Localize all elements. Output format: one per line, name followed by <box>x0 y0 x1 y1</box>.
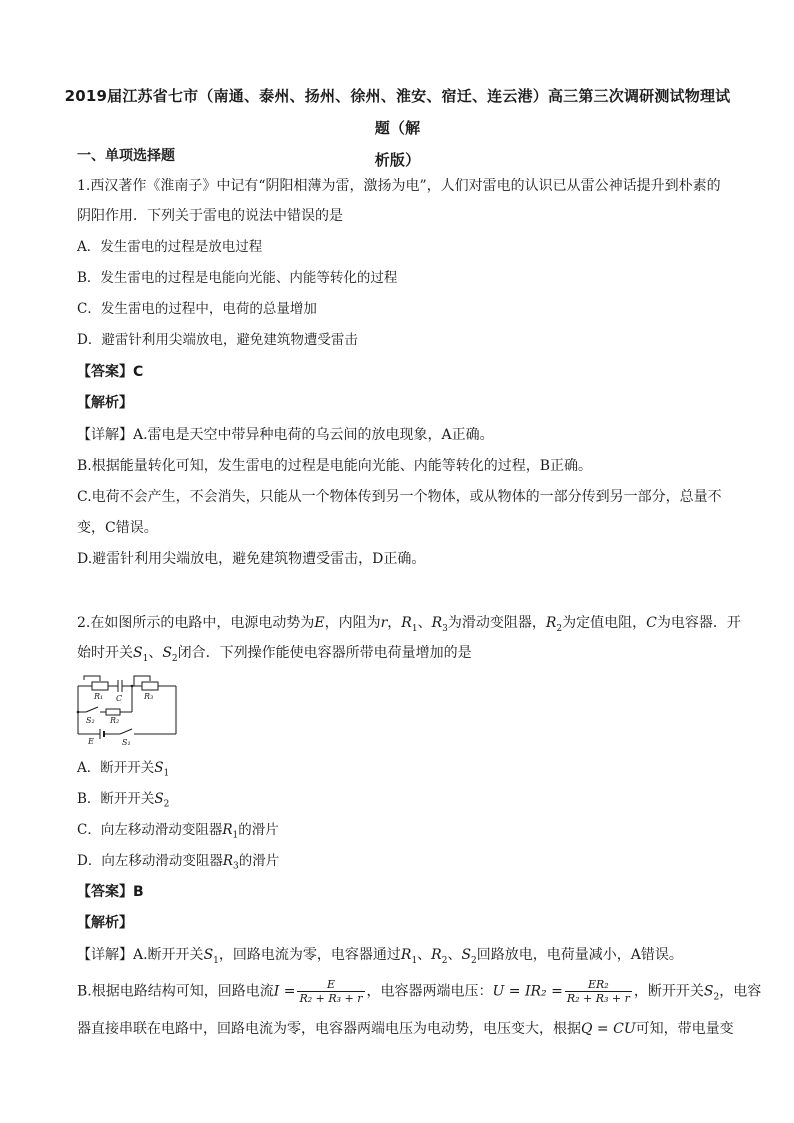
symbol-e: E <box>314 615 325 631</box>
detail-text: ，断开开关 <box>633 983 704 1000</box>
detail-text: 器直接串联在电路中，回路电流为零，电容器两端电压为电动势，电压变大，根据 <box>77 1021 581 1037</box>
q2-stem-text: 始时开关 <box>77 645 133 661</box>
q1-option-b: B．发生雷电的过程是电能向光能、内能等转化的过程 <box>77 270 398 286</box>
q1-analysis-label: 【解析】 <box>77 395 133 411</box>
detail-text: ，回路电流为零，电容器通过 <box>218 947 401 963</box>
symbol-r1: R <box>401 615 412 631</box>
q2-analysis-label: 【解析】 <box>77 915 133 931</box>
q2-detail-line-2 <box>77 978 761 1007</box>
resistor-r3 <box>142 682 158 690</box>
q1-option-c: C．发生雷电的过程中，电荷的总量增加 <box>77 301 317 317</box>
subscript: 1 <box>411 955 418 966</box>
q2-option-a <box>77 758 169 784</box>
label-e: E <box>88 737 94 746</box>
option-symbol: S <box>154 760 164 776</box>
junction-dot <box>77 711 80 714</box>
q2-stem-text: 、 <box>417 615 432 631</box>
detail-text: ，电容器两端电压： <box>366 983 493 1000</box>
option-text: A．断开开关 <box>77 760 155 776</box>
option-text: 的滑片 <box>238 853 280 869</box>
subscript: 1 <box>411 623 418 634</box>
q2-stem-line-1 <box>77 613 741 639</box>
subscript: 1 <box>163 768 170 779</box>
label-c: C <box>116 694 123 703</box>
symbol-r2: R <box>431 947 442 963</box>
equation-current-fraction <box>297 978 364 1005</box>
detail-text: ，电容 <box>719 983 762 1000</box>
option-text: 的滑片 <box>238 822 279 838</box>
symbol-c: C <box>646 615 657 631</box>
subscript: 2 <box>163 799 170 810</box>
fraction-denominator: R₂ + R₃ + r <box>566 992 630 1005</box>
option-text: D．向左移动滑动变阻器 <box>77 853 223 869</box>
symbol-s1: S <box>203 947 214 963</box>
symbol-r1: R <box>400 947 412 963</box>
q2-stem-text: 为滑动变阻器， <box>447 615 546 631</box>
equation-current-lhs: I = <box>273 983 296 1000</box>
detail-text: B.根据电路结构可知，回路电流 <box>77 983 274 1000</box>
q2-stem-text: ，内阻为 <box>324 615 381 631</box>
q1-detail-line-3: C.电荷不会产生，不会消失，只能从一个物体传到另一个物体，或从物体的一部分传到另一部分，总量不 <box>77 489 722 505</box>
q1-detail-line-2: B.根据能量转化可知，发生雷电的过程是电能向光能、内能等转化的过程，B正确。 <box>77 458 593 474</box>
q2-stem-text: 闭合．下列操作能使电容器所带电荷量增加的是 <box>177 645 472 661</box>
label-s2: S₂ <box>86 716 95 725</box>
slider-r1 <box>84 676 100 681</box>
detail-text: 、 <box>447 947 462 963</box>
q1-answer: 【答案】C <box>77 364 144 380</box>
option-text: C．向左移动滑动变阻器 <box>77 822 223 838</box>
symbol-s2: S <box>461 947 472 963</box>
subscript: 2 <box>441 955 448 966</box>
q1-stem-line-1: 1.西汉著作《淮南子》中记有“阴阳相薄为雷，激扬为电”，人们对雷电的认识已从雷公神话提升到朴素的 <box>77 178 721 194</box>
symbol-r2: R <box>545 615 557 631</box>
q2-stem-line-2 <box>77 643 472 669</box>
symbol-r: r <box>380 615 388 631</box>
detail-text: 、 <box>417 947 432 963</box>
q1-option-d: D．避雷针利用尖端放电，避免建筑物遭受雷击 <box>77 332 358 348</box>
q1-detail-line-5: D.避雷针利用尖端放电，避免建筑物遭受雷击，D正确。 <box>77 551 426 567</box>
q2-option-b <box>77 789 169 815</box>
symbol-r3: R <box>431 615 443 631</box>
subscript: 2 <box>713 992 720 1003</box>
label-r3: R₃ <box>144 692 154 701</box>
resistor-r2 <box>106 709 120 715</box>
equation-voltage-lhs: U = IR₂ = <box>492 983 563 1000</box>
option-symbol: R <box>222 822 233 838</box>
option-text: B．断开开关 <box>77 791 155 807</box>
q1-detail-line-4: 变，C错误。 <box>77 520 158 536</box>
q2-stem-text: 为电容器．开 <box>656 615 741 631</box>
equation-voltage-fraction <box>565 978 632 1005</box>
q1-detail-line-1: 【详解】A.雷电是天空中带异种电荷的乌云间的放电现象，A正确。 <box>77 427 494 443</box>
q2-stem-text: 2.在如图所示的电路中，电源电动势为 <box>77 615 315 631</box>
subscript: 1 <box>213 955 219 966</box>
detail-text: 回路放电，电荷量减小，A错误。 <box>476 947 683 963</box>
fraction-numerator: E <box>297 978 364 992</box>
subscript: 2 <box>171 653 178 664</box>
label-r1: R₁ <box>94 692 104 701</box>
title-line-2: 析版） <box>374 151 421 169</box>
q2-option-c <box>77 820 279 846</box>
q2-detail-line-3 <box>77 1019 734 1039</box>
title-line-1: 2019届江苏省七市（南通、泰州、扬州、徐州、淮安、宿迁、连云港）高三第三次调研测试物理试题（解 <box>64 87 731 137</box>
symbol-s2: S <box>703 983 714 1000</box>
q2-stem-text: 、 <box>148 645 163 661</box>
subscript: 1 <box>142 653 149 664</box>
detail-text: 可知，带电量变 <box>635 1021 734 1037</box>
subscript: 3 <box>233 861 239 872</box>
equation-charge: Q = CU <box>581 1021 636 1037</box>
q2-stem-text: ， <box>387 615 402 631</box>
q2-answer: 【答案】B <box>77 884 144 900</box>
label-r2: R₂ <box>110 716 120 725</box>
switch-s1 <box>120 729 132 734</box>
resistor-r1 <box>92 682 108 690</box>
switch-s2 <box>86 707 98 712</box>
label-s1: S₁ <box>122 738 131 747</box>
fraction-numerator: ER₂ <box>565 978 632 992</box>
detail-text: 【详解】A.断开开关 <box>77 947 204 963</box>
fraction-denominator: R₂ + R₃ + r <box>299 992 363 1005</box>
q2-stem-text: 为定值电阻， <box>562 615 647 631</box>
subscript: 2 <box>471 955 477 966</box>
q1-stem-line-2: 阴阳作用．下列关于雷电的说法中错误的是 <box>77 208 343 224</box>
q1-option-a: A．发生雷电的过程是放电过程 <box>77 239 263 255</box>
junction-dot <box>131 685 134 688</box>
q2-detail-line-1 <box>77 945 683 971</box>
subscript: 3 <box>442 623 448 634</box>
symbol-s2: S <box>162 645 172 661</box>
q2-option-d <box>77 851 279 877</box>
subscript: 2 <box>556 623 563 634</box>
circuit-diagram <box>70 672 182 748</box>
symbol-s1: S <box>133 645 143 661</box>
option-symbol: R <box>222 853 233 869</box>
subscript: 1 <box>232 830 239 841</box>
section-heading: 一、单项选择题 <box>77 148 175 164</box>
option-symbol: S <box>154 791 164 807</box>
